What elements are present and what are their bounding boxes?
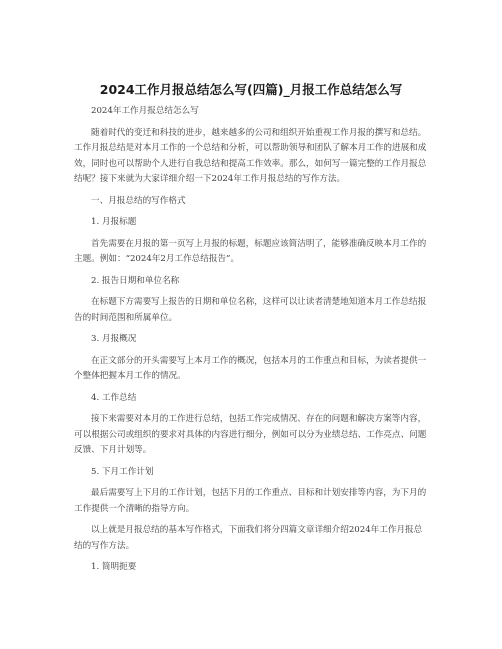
document-body bbox=[74, 104, 430, 582]
item-paragraph-2: 在标题下方需要写上报告的日期和单位名称，这样可以让读者清楚地知道本月工作总结报告的时间范围和所属单位。 bbox=[74, 297, 427, 323]
summary-paragraph: 以上就是月报总结的基本写作格式，下面我们将分四篇文章详细介绍2024年工作月报总结的写作方法。 bbox=[74, 525, 423, 551]
item-paragraph-4: 接下来需要对本月的工作进行总结，包括工作完成情况、存在的问题和解决方案等内容，可以根据公司或组织的要求对具体的内容进行细分，例如可以分为业绩总结、工作亮点、问题反馈、下月计划等。 bbox=[74, 414, 427, 455]
item-heading-5: 5. 下月工作计划 bbox=[91, 466, 154, 477]
section-heading: 一、月报总结的写作格式 bbox=[91, 195, 186, 206]
document-title: 2024工作月报总结怎么写(四篇)_月报工作总结怎么写 bbox=[99, 82, 403, 97]
item-paragraph-5: 最后需要写上下月的工作计划，包括下月的工作重点、目标和计划安排等内容，为下月的工作提供一个清晰的指导方向。 bbox=[74, 488, 427, 514]
item-heading-1: 1. 月报标题 bbox=[91, 217, 137, 227]
subtitle-paragraph: 2024年工作月报总结怎么写 bbox=[91, 106, 199, 116]
item-heading-4: 4. 工作总结 bbox=[91, 392, 137, 403]
item-heading-2: 2. 报告日期和单位名称 bbox=[91, 275, 180, 286]
item-heading-3: 3. 月报概况 bbox=[91, 334, 137, 344]
item-paragraph-1: 首先需要在月报的第一页写上月报的标题，标题应该简洁明了，能够准确反映本月工作的主题。例如：“2024年2月工作总结报告”。 bbox=[74, 238, 427, 264]
item-paragraph-3: 在正文部分的开头需要写上本月工作的概况，包括本月的工作重点和目标，为读者提供一个整体把握本月工作的情况。 bbox=[74, 355, 427, 381]
intro-paragraph: 随着时代的变迁和科技的进步，越来越多的公司和组织开始重视工作月报的撰写和总结。工作月报总结是对本月工作的一个总结和分析，可以帮助领导和团队了解本月工作的进展和成效，同时也可以帮助个人进行自我总结和提高工作效率。那么，如何写一篇完整的工作月报总结呢？接下来就为大家详细介绍一下2024年工作月报总结的写作方法。 bbox=[74, 127, 427, 184]
list-heading-1: 1. 简明扼要 bbox=[91, 562, 137, 572]
